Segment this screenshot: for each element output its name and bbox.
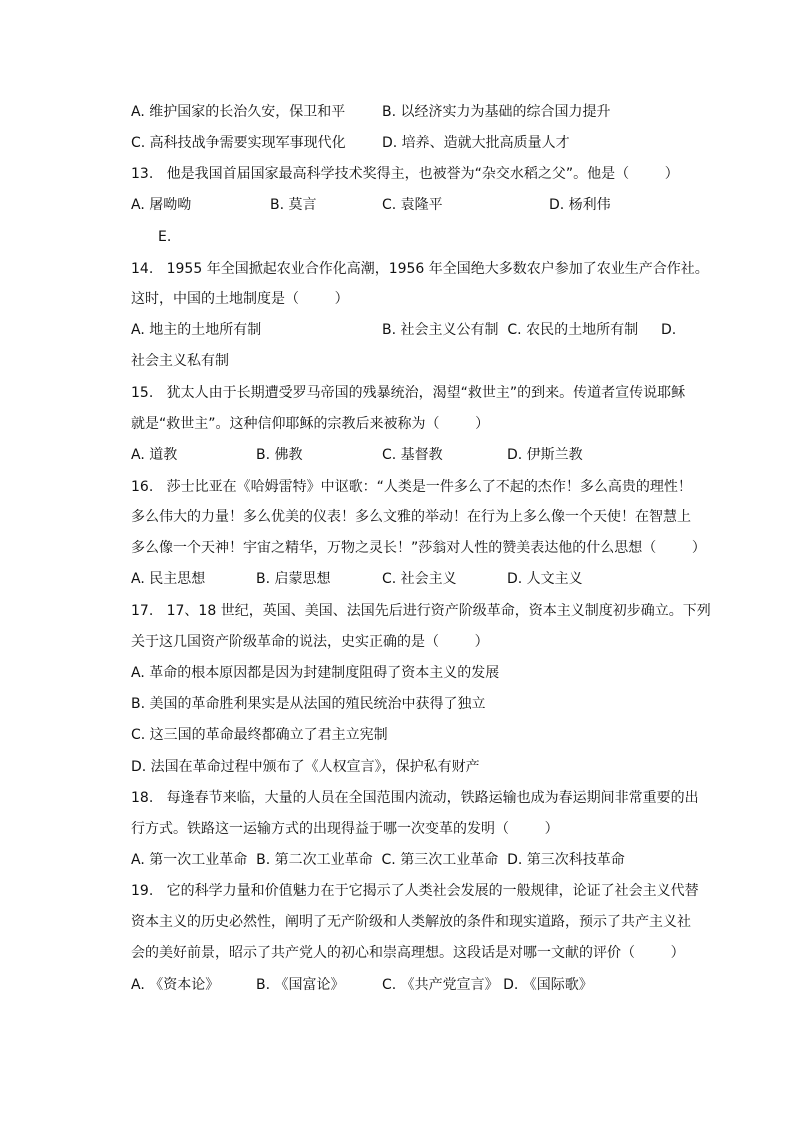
q17-option-c: C. 这三国的革命最终都确立了君主立宪制 [131, 727, 388, 743]
q19-option-a: A. 《资本论》 [131, 977, 220, 993]
q17-stem-line-2: 关于这几国资产阶级革命的说法，史实正确的是（ ） [131, 634, 489, 650]
q13-option-c: C. 袁隆平 [382, 197, 443, 213]
q13-option-e: E. [158, 229, 172, 245]
q16-option-c: C. 社会主义 [382, 571, 457, 587]
q15-option-a: A. 道教 [131, 447, 178, 463]
q17-option-b: B. 美国的革命胜利果实是从法国的殖民统治中获得了独立 [131, 696, 486, 712]
q15-option-d: D. 伊斯兰教 [507, 447, 583, 463]
q18-stem-line-2: 行方式。铁路这一运输方式的出现得益于哪一次变革的发明（ ） [131, 821, 559, 837]
q14-option-a: A. 地主的土地所有制 [131, 322, 262, 338]
q12-option-a: A. 维护国家的长治久安，保卫和平 [131, 104, 346, 120]
q16-stem-line-3: 多么像一个天神！宇宙之精华，万物之灵长！”莎翁对人性的赞美表达他的什么思想（ ） [131, 540, 706, 556]
q18-stem-line-1: 18. 每逢春节来临，大量的人员在全国范围内流动，铁路运输也成为春运期间非常重要的出 [131, 790, 699, 806]
q16-option-d: D. 人文主义 [507, 571, 583, 587]
q19-stem-line-1: 19. 它的科学力量和价值魅力在于它揭示了人类社会发展的一般规律，论证了社会主义代替 [131, 883, 699, 899]
q12-option-b: B. 以经济实力为基础的综合国力提升 [382, 104, 611, 120]
q15-option-c: C. 基督教 [382, 447, 443, 463]
q16-option-a: A. 民主思想 [131, 571, 206, 587]
q15-stem-line-1: 15. 犹太人由于长期遭受罗马帝国的残暴统治，渴望“救世主”的到来。传道者宣传说耶稣 [131, 385, 686, 401]
q17-option-d: D. 法国在革命过程中颁布了《人权宣言》，保护私有财产 [131, 759, 480, 775]
q14-option-d-label: D. [661, 322, 677, 338]
q19-stem-line-2: 资本主义的历史必然性，阐明了无产阶级和人类解放的条件和现实道路，预示了共产主义社 [131, 914, 691, 930]
q14-option-b-c: B. 社会主义公有制 C. 农民的土地所有制 [382, 322, 639, 338]
q12-option-d: D. 培养、造就大批高质量人才 [382, 135, 570, 151]
q17-stem-line-1: 17. 17、18 世纪，英国、美国、法国先后进行资产阶级革命，资本主义制度初步确立。下列 [131, 603, 711, 619]
q15-option-b: B. 佛教 [256, 447, 303, 463]
q15-stem-line-2: 就是“救世主”。这种信仰耶稣的宗教后来被称为（ ） [131, 416, 490, 432]
q16-stem-line-2: 多么伟大的力量！多么优美的仪表！多么文雅的举动！在行为上多么像一个天使！在智慧上 [131, 509, 691, 525]
q13-option-b: B. 莫言 [270, 197, 317, 213]
q17-option-a: A. 革命的根本原因都是因为封建制度阻碍了资本主义的发展 [131, 665, 500, 681]
q12-option-c: C. 高科技战争需要实现军事现代化 [131, 135, 346, 151]
q13-option-d: D. 杨利伟 [549, 197, 611, 213]
q19-option-c-d: C. 《共产党宣言》 D. 《国际歌》 [382, 977, 593, 993]
q14-stem-line-2: 这时，中国的土地制度是（ ） [131, 291, 349, 307]
q14-stem-line-1: 14. 1955 年全国掀起农业合作化高潮，1956 年全国绝大多数农户参加了农业生产合作社。 [131, 261, 709, 277]
q13-option-a: A. 屠呦呦 [131, 197, 192, 213]
q14-option-d-text: 社会主义私有制 [131, 353, 229, 369]
q18-options: A. 第一次工业革命 B. 第二次工业革命 C. 第三次工业革命 D. 第三次科技革命 [131, 852, 625, 868]
q19-stem-line-3: 会的美好前景，昭示了共产党人的初心和崇高理想。这段话是对哪一文献的评价（ ） [131, 945, 685, 961]
q13-stem: 13. 他是我国首届国家最高科学技术奖得主，也被誉为“杂交水稻之父”。他是（ ） [131, 166, 679, 182]
q16-stem-line-1: 16. 莎士比亚在《哈姆雷特》中讴歌：“人类是一件多么了不起的杰作！多么高贵的理性！ [131, 479, 692, 495]
q19-option-b: B. 《国富论》 [256, 977, 345, 993]
q16-option-b: B. 启蒙思想 [256, 571, 331, 587]
